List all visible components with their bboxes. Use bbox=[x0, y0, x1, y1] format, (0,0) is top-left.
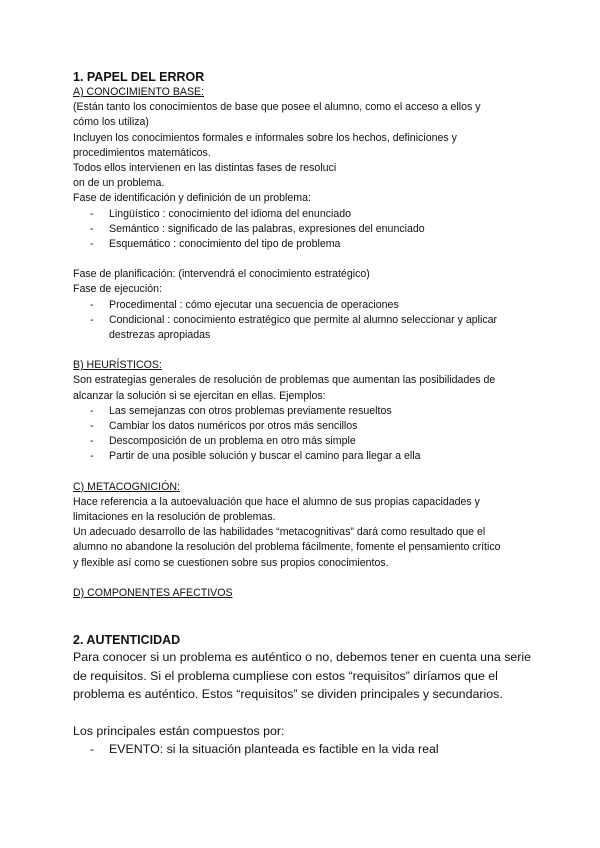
list-item-text: Procedimental : cómo ejecutar una secuencia de operaciones bbox=[109, 298, 399, 311]
bullet-dash: - bbox=[90, 207, 94, 220]
list-item bbox=[73, 313, 533, 328]
paragraph-line: procedimientos matemáticos. bbox=[73, 146, 211, 159]
paragraph-line: alcanzar la solución si se ejercitan en ellas. Ejemplos: bbox=[73, 389, 326, 402]
list-item-text: Descomposición de un problema en otro más simple bbox=[109, 435, 356, 448]
list-item bbox=[73, 740, 533, 759]
paragraph-line: Fase de ejecución: bbox=[73, 283, 162, 296]
list-item-text: Semántico : significado de las palabras, expresiones del enunciado bbox=[109, 222, 425, 235]
section1-title: 1. PAPEL DEL ERROR bbox=[73, 70, 205, 84]
list-item bbox=[73, 404, 533, 419]
list-item-text: EVENTO: si la situación planteada es factible en la vida real bbox=[109, 742, 439, 757]
subheading-b: B) HEURÍSTICOS: bbox=[73, 359, 162, 372]
spacer bbox=[73, 601, 533, 633]
list-item-continuation bbox=[73, 328, 533, 343]
spacer bbox=[73, 465, 533, 480]
list-item-text: Condicional : conocimiento estratégico que permite al alumno seleccionar y aplicar bbox=[109, 313, 498, 326]
bullet-dash: - bbox=[90, 450, 94, 463]
subheading-a: A) CONOCIMIENTO BASE: bbox=[73, 86, 205, 98]
list-item bbox=[73, 298, 533, 313]
paragraph-line: Fase de planificación: (intervendrá el conocimiento estratégico) bbox=[73, 268, 370, 281]
spacer bbox=[73, 571, 533, 586]
section1-body bbox=[73, 85, 533, 601]
paragraph-line: Los principales están compuestos por: bbox=[73, 723, 285, 738]
paragraph-line: Fase de identificación y definición de un problema: bbox=[73, 192, 311, 205]
list-item bbox=[73, 434, 533, 449]
paragraph-line: limitaciones en la resolución de problemas. bbox=[73, 511, 276, 524]
paragraph-line: on de un problema. bbox=[73, 177, 165, 190]
list-item-text: Las semejanzas con otros problemas previamente resueltos bbox=[109, 404, 392, 417]
bullet-dash: - bbox=[90, 420, 94, 433]
bullet-dash: - bbox=[90, 222, 94, 235]
bullet-dash: - bbox=[90, 313, 94, 326]
list-item-text: Lingüístico : conocimiento del idioma del enunciado bbox=[109, 207, 352, 220]
list-item bbox=[73, 419, 533, 434]
bullet-dash: - bbox=[90, 298, 94, 311]
list-item bbox=[73, 207, 533, 222]
section2-body bbox=[73, 648, 533, 759]
bullet-dash: - bbox=[90, 742, 95, 757]
subheading-c: C) METACOGNICIÓN: bbox=[73, 480, 180, 493]
list-item bbox=[73, 449, 533, 464]
principal-list bbox=[73, 740, 533, 759]
paragraph-line: Todos ellos intervienen en las distintas fases de resoluci bbox=[73, 162, 337, 175]
paragraph-line: problema es auténtico. Estos “requisitos” se dividen principales y secundarios. bbox=[73, 687, 503, 702]
paragraph-line: cómo los utiliza) bbox=[73, 116, 149, 129]
spacer bbox=[73, 252, 533, 267]
list-item-text: Cambiar los datos numéricos por otros más sencillos bbox=[109, 420, 358, 433]
list-item bbox=[73, 222, 533, 237]
paragraph-line: Incluyen los conocimientos formales e informales sobre los hechos, definiciones y bbox=[73, 131, 457, 144]
identification-list bbox=[73, 207, 533, 253]
paragraph-line: alumno no abandone la resolución del problema fácilmente, fomente el pensamiento crítico bbox=[73, 541, 501, 554]
bullet-dash: - bbox=[90, 404, 94, 417]
document-page bbox=[73, 70, 533, 759]
spacer bbox=[73, 704, 533, 722]
paragraph-line: Para conocer si un problema es auténtico o no, debemos tener en cuenta una serie bbox=[73, 650, 532, 665]
section2-title: 2. AUTENTICIDAD bbox=[73, 633, 181, 648]
paragraph-line: Son estrategias generales de resolución de problemas que aumentan las posibilidades de bbox=[73, 374, 496, 387]
paragraph-line: Un adecuado desarrollo de las habilidades “metacognitivas” dará como resultado que el bbox=[73, 526, 486, 539]
paragraph-line: (Están tanto los conocimientos de base que posee el alumno, como el acceso a ellos y bbox=[73, 101, 481, 114]
list-item bbox=[73, 237, 533, 252]
list-item-text: Esquemático : conocimiento del tipo de problema bbox=[109, 238, 341, 251]
subheading-d: D) COMPONENTES AFECTIVOS bbox=[73, 586, 233, 599]
paragraph-line: de requisitos. Si el problema cumpliese con estos “requisitos” diríamos que el bbox=[73, 668, 498, 683]
execution-list bbox=[73, 298, 533, 344]
heuristics-list bbox=[73, 404, 533, 465]
paragraph-line: Hace referencia a la autoevaluación que hace el alumno de sus propias capacidades y bbox=[73, 495, 480, 508]
spacer bbox=[73, 343, 533, 358]
bullet-dash: - bbox=[90, 435, 94, 448]
list-item-text: destrezas apropiadas bbox=[109, 329, 211, 342]
paragraph-line: y flexible así como se cuestionen sobre sus propios conocimientos. bbox=[73, 556, 389, 569]
list-item-text: Partir de una posible solución y buscar el camino para llegar a ella bbox=[109, 450, 421, 463]
bullet-dash: - bbox=[90, 238, 94, 251]
